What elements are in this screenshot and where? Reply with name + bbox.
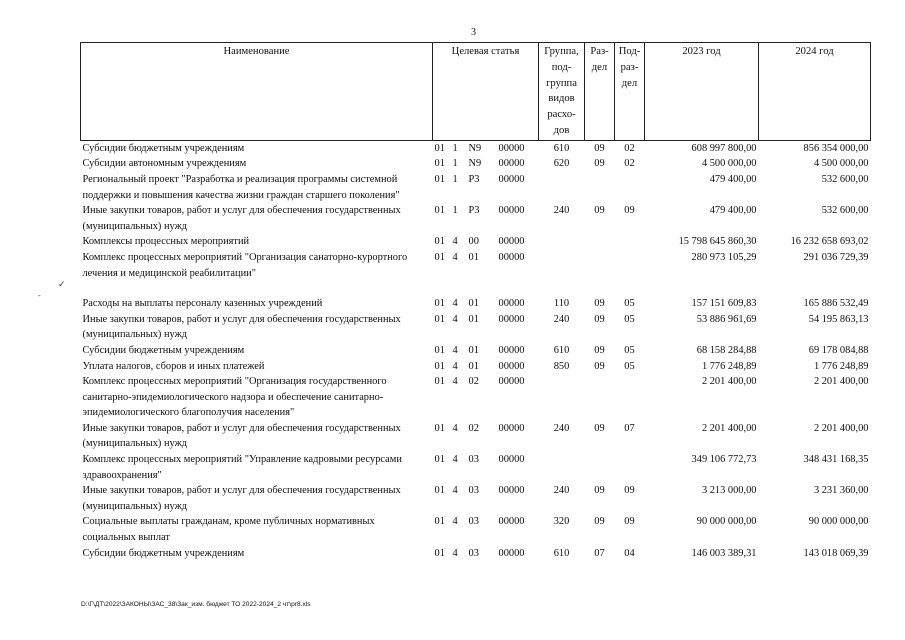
target-code-part: 4 [452,236,458,248]
row-amount-2023: 280 973 105,29 [691,251,757,263]
row-name: Уплата налогов, сборов и иных платежей [82,360,265,372]
row-subsection: 07 [624,422,635,434]
target-code-part: 01 [468,251,479,263]
row-amount-2024: 165 886 532,49 [803,298,869,310]
target-code-part: 1 [452,205,458,217]
table-row [81,359,871,375]
table-row [81,250,871,281]
table-row [81,234,871,250]
row-amount-2023: 608 997 800,00 [691,142,757,154]
table-row [81,312,871,343]
row-target-code [433,514,539,545]
row-subsection [615,374,645,421]
margin-mark: ✓ [58,280,66,290]
row-target-code [433,234,539,250]
row-amount-2023: 90 000 000,00 [696,516,757,528]
row-name: Иные закупки товаров, работ и услуг для обеспечения государственных (муниципальных) нужд [82,485,401,512]
row-target-code [433,172,539,203]
row-group: 620 [553,158,570,170]
target-code-part: 00000 [498,516,525,528]
target-code-part: N9 [468,158,482,170]
row-amount-2024: 16 232 658 693,02 [790,236,869,248]
header-section [585,43,615,141]
target-code-part: 00000 [498,236,525,248]
row-amount-2023: 3 213 000,00 [701,485,757,497]
row-section: 09 [594,422,605,434]
row-amount-2023: 1 776 248,89 [701,360,757,372]
row-section [585,172,615,203]
row-amount-2024: 2 201 400,00 [813,376,869,388]
row-name: Расходы на выплаты персоналу казенных учреждений [82,298,323,310]
table-row [81,296,871,312]
table-row [81,343,871,359]
row-section: 09 [594,516,605,528]
budget-table [80,42,871,561]
table-row [81,172,871,203]
target-code-part: 1 [452,173,458,185]
table-row [81,421,871,452]
target-code-part: 4 [452,298,458,310]
row-section: 09 [594,298,605,310]
target-code-part: 4 [452,360,458,372]
target-code-part: N9 [468,142,482,154]
row-target-code [433,250,539,281]
header-section-line: Раз- [590,46,609,57]
table-body [81,140,871,561]
row-section: 09 [594,313,605,325]
target-code-part: 01 [434,236,445,248]
row-section: 09 [594,158,605,170]
row-amount-2024: 532 600,00 [821,205,869,217]
row-target-code [433,452,539,483]
target-code-part: 00000 [498,360,525,372]
header-group-line: видов [548,93,575,105]
row-group: 240 [553,313,570,325]
file-path-footer: D:\Г\ДТ\2022\ЗАКОНЫ\ЗАС_38\Зак_изм. бюджет ТО 2022-2024_2 чт\pr8.xls [81,601,311,608]
row-amount-2024: 856 354 000,00 [803,142,869,154]
row-name: Комплекс процессных мероприятий "Организация санаторно-курортного лечения и медицинской реабилитации" [82,251,408,279]
row-name: Комплекс процессных мероприятий "Организация государственного санитарно-эпидемиологического надзора и обеспечение санитарно-эпидемиологического благополучия населения" [82,376,387,419]
header-group-line: Группа, [544,46,579,57]
target-code-part: 01 [434,313,445,325]
row-section: 09 [594,360,605,372]
row-subsection [615,250,645,281]
target-code-part: 01 [434,158,445,170]
margin-mark: ˗ [38,291,41,301]
row-amount-2024: 348 431 168,35 [803,454,869,466]
header-subsection-line: Под- [618,46,641,57]
row-amount-2023: 157 151 609,83 [691,298,757,310]
header-group-line: группа [546,77,577,89]
target-code-part: 4 [452,344,458,356]
header-group-line: расхо- [547,109,576,121]
target-code-part: 00000 [498,173,525,185]
row-group: 850 [553,360,570,372]
row-subsection: 05 [624,344,635,356]
table-row [81,452,871,483]
target-code-part: 01 [434,516,445,528]
table-row [81,546,871,562]
target-code-part: 1 [452,142,458,154]
row-amount-2024: 4 500 000,00 [813,158,869,170]
target-code-part: 01 [434,142,445,154]
header-name: Наименование [81,43,433,141]
target-code-part: 01 [434,422,445,434]
row-section: 07 [594,547,605,559]
row-amount-2024: 291 036 729,39 [803,251,869,263]
header-subsection [615,43,645,141]
target-code-part: 01 [434,251,445,263]
table-row [81,203,871,234]
spacer-cell [81,281,871,296]
row-group: 240 [553,205,570,217]
row-subsection: 04 [624,547,635,559]
row-target-code [433,312,539,343]
row-amount-2024: 143 018 069,39 [803,547,869,559]
row-section [585,452,615,483]
row-section [585,234,615,250]
row-section: 09 [594,485,605,497]
target-code-part: 4 [452,376,458,388]
row-subsection: 02 [624,142,635,154]
target-code-part: 01 [468,344,479,356]
row-subsection: 05 [624,313,635,325]
target-code-part: 01 [434,376,445,388]
target-code-part: 03 [468,547,479,559]
row-amount-2023: 2 201 400,00 [701,422,757,434]
row-subsection: 09 [624,205,635,217]
table-row [81,374,871,421]
row-name: Субсидии автономным учреждениям [82,158,247,170]
row-target-code [433,296,539,312]
row-target-code [433,483,539,514]
target-code-part: 01 [434,454,445,466]
target-code-part: 01 [434,298,445,310]
target-code-part: 01 [434,344,445,356]
table-row [81,156,871,172]
row-amount-2023: 146 003 389,31 [691,547,757,559]
row-target-code [433,156,539,172]
row-subsection: 09 [624,516,635,528]
header-subsection-line: раз- [620,61,639,73]
target-code-part: 00000 [498,313,525,325]
target-code-part: 00000 [498,251,525,263]
row-subsection [615,452,645,483]
row-group: 610 [553,142,570,154]
row-amount-2023: 479 400,00 [709,205,757,217]
target-code-part: 4 [452,547,458,559]
spacer-row [81,281,871,296]
row-name: Комплекс процессных мероприятий "Управление кадровыми ресурсами здравоохранения" [82,454,402,481]
row-amount-2023: 479 400,00 [709,173,757,185]
target-code-part: 03 [468,485,479,497]
row-group: 610 [553,547,570,559]
row-amount-2024: 54 195 863,13 [808,313,869,325]
header-group-line: под- [551,61,572,73]
target-code-part: 00000 [498,142,525,154]
row-amount-2023: 53 886 961,69 [696,313,757,325]
row-group [539,250,585,281]
target-code-part: 02 [468,376,479,388]
row-section [585,250,615,281]
row-amount-2024: 3 231 360,00 [813,485,869,497]
target-code-part: 01 [434,205,445,217]
row-section: 09 [594,344,605,356]
target-code-part: 01 [434,173,445,185]
target-code-part: 4 [452,313,458,325]
row-subsection: 05 [624,360,635,372]
row-target-code [433,374,539,421]
row-name: Комплексы процессных мероприятий [82,236,250,248]
target-code-part: 01 [434,547,445,559]
row-subsection: 05 [624,298,635,310]
row-amount-2023: 2 201 400,00 [701,376,757,388]
table-row [81,140,871,156]
row-target-code [433,203,539,234]
header-group-line: дов [553,124,570,136]
row-amount-2024: 1 776 248,89 [813,360,869,372]
row-group [539,374,585,421]
row-name: Иные закупки товаров, работ и услуг для обеспечения государственных (муниципальных) нужд [82,422,401,450]
row-amount-2024: 90 000 000,00 [808,516,869,528]
target-code-part: 00000 [498,485,525,497]
row-target-code [433,140,539,156]
row-section [585,374,615,421]
header-2024: 2024 год [759,43,871,141]
row-name: Субсидии бюджетным учреждениям [82,142,245,154]
target-code-part: 01 [434,485,445,497]
row-amount-2023: 4 500 000,00 [701,158,757,170]
row-subsection [615,234,645,250]
row-group: 320 [553,516,570,528]
row-section: 09 [594,205,605,217]
target-code-part: 00000 [498,158,525,170]
header-section-line: дел [591,61,608,73]
header-row [81,43,871,141]
target-code-part: 01 [434,360,445,372]
target-code-part: 00000 [498,376,525,388]
target-code-part: P3 [468,173,480,185]
row-subsection [615,172,645,203]
row-name: Региональный проект "Разработка и реализация программы системной поддержки и повышения качества жизни граждан старшего поколения" [82,173,400,201]
row-group: 240 [553,422,570,434]
row-name: Субсидии бюджетным учреждениям [82,344,245,356]
row-section: 09 [594,142,605,154]
row-group [539,452,585,483]
row-target-code [433,546,539,562]
target-code-part: 00000 [498,454,525,466]
target-code-part: 4 [452,422,458,434]
target-code-part: 00000 [498,344,525,356]
row-amount-2023: 349 106 772,73 [691,454,757,466]
row-name: Иные закупки товаров, работ и услуг для обеспечения государственных (муниципальных) нужд [82,205,401,232]
target-code-part: 4 [452,516,458,528]
row-target-code [433,421,539,452]
row-name: Иные закупки товаров, работ и услуг для обеспечения государственных (муниципальных) нужд [82,313,401,341]
target-code-part: 00000 [498,547,525,559]
target-code-part: 00000 [498,422,525,434]
target-code-part: P3 [468,205,480,217]
row-subsection: 09 [624,485,635,497]
row-amount-2024: 69 178 084,88 [808,344,869,356]
row-group: 110 [553,298,570,310]
target-code-part: 03 [468,516,479,528]
row-group: 610 [553,344,570,356]
target-code-part: 03 [468,454,479,466]
table-row [81,483,871,514]
target-code-part: 00000 [498,205,525,217]
target-code-part: 01 [468,313,479,325]
target-code-part: 00000 [498,298,525,310]
target-code-part: 02 [468,422,479,434]
page-number: 3 [471,27,476,38]
target-code-part: 01 [468,298,479,310]
target-code-part: 4 [452,251,458,263]
row-amount-2024: 532 600,00 [821,173,869,185]
row-name: Социальные выплаты гражданам, кроме публичных нормативных социальных выплат [82,516,375,544]
budget-table-container [80,42,870,561]
target-code-part: 4 [452,485,458,497]
row-group: 240 [553,485,570,497]
row-subsection: 02 [624,158,635,170]
header-subsection-line: дел [621,77,638,89]
target-code-part: 00 [468,236,479,248]
row-target-code [433,359,539,375]
target-code-part: 4 [452,454,458,466]
row-target-code [433,343,539,359]
target-code-part: 01 [468,360,479,372]
row-amount-2023: 68 158 284,88 [696,344,757,356]
row-group [539,234,585,250]
header-2023: 2023 год [645,43,759,141]
header-target: Целевая статья [433,43,539,141]
row-amount-2024: 2 201 400,00 [813,422,869,434]
header-group [539,43,585,141]
table-row [81,514,871,545]
row-amount-2023: 15 798 645 860,30 [678,236,757,248]
target-code-part: 1 [452,158,458,170]
row-name: Субсидии бюджетным учреждениям [82,547,245,559]
row-group [539,172,585,203]
